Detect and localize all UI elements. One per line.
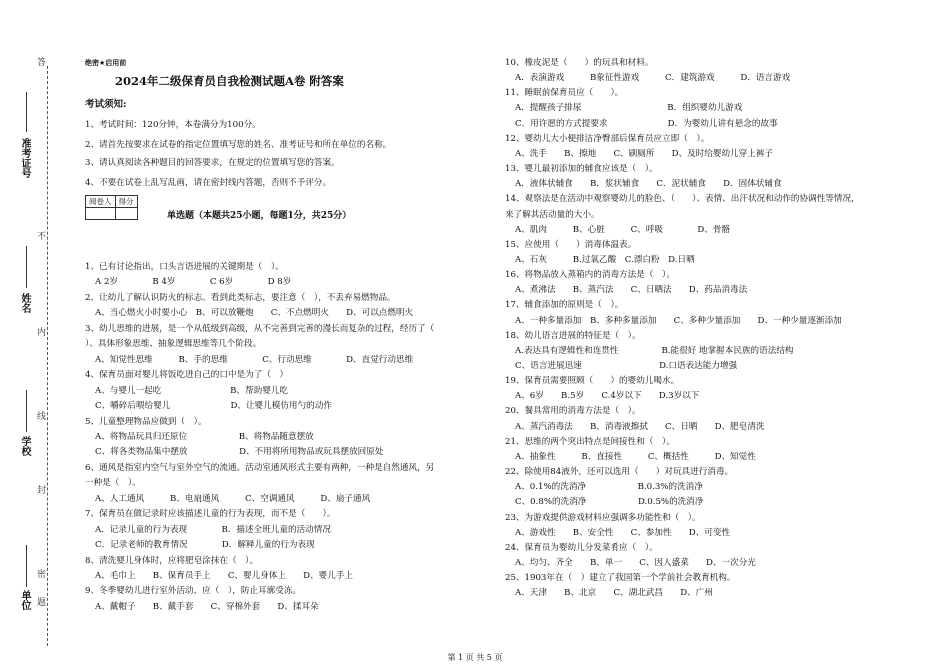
page-footer: 第 1 页 共 5 页	[447, 653, 503, 662]
answer-options: A．表演游戏 B象征性游戏 C．建筑游戏 D．语言游戏	[515, 73, 791, 84]
instruction-item: 3、请认真阅读各种题目的回答要求，在规定的位置填写您的答案。	[85, 158, 340, 168]
answer-options: A、知觉性思维 B、手的思维 C、行动思维 D、直觉行动思维	[95, 354, 414, 365]
question-text: 18、幼儿语言进展的特征是（ ）。	[505, 330, 641, 341]
answer-options: A．液体状辅食 B．浆状辅食 C．泥状辅食 D．固体状辅食	[515, 179, 782, 190]
unit-blank[interactable]	[26, 545, 27, 587]
seal-word: 题	[37, 598, 47, 608]
question-text: 12、婴幼儿大小便排洁净臀部后保育员应立即（ ）。	[505, 133, 710, 144]
exam-id-blank[interactable]	[26, 92, 27, 132]
question-text: 11、睡眠前保育员应（ ）。	[505, 88, 624, 99]
instructions-heading: 考试须知:	[85, 99, 127, 110]
question-text: 2、让幼儿了解认识防火的标志。看到此类标志，要注意（ ），不丢弃易燃物品。	[85, 292, 396, 303]
school-blank[interactable]	[26, 390, 27, 432]
question-text: 一种是（ ）。	[85, 478, 141, 489]
answer-options: A、游戏性 B、安全性 C、参加性 D、可变性	[515, 527, 731, 538]
exam-id-label: 准考证号	[19, 138, 30, 178]
score-cell: 得分	[115, 196, 137, 208]
question-text: 8、清洗婴儿身体时，应将肥皂涂抹在（ ）。	[85, 555, 259, 566]
answer-options: A．记录儿童的行为表现 B．描述全班儿童的活动情况	[95, 524, 331, 535]
binding-margin	[0, 0, 70, 671]
answer-options: A、肌肉 B、心脏 C、呼吸 D、骨骼	[515, 224, 731, 235]
answer-options: C．用许愿的方式提要求 D．为婴幼儿讲有悬念的故事	[515, 118, 778, 129]
answer-options: A、蒸汽消毒法 B、消毒液擦拭 C、日晒 D、肥皂清洗	[515, 421, 765, 432]
question-text: 21、思维的两个突出特点是间接性和（ ）。	[505, 436, 675, 447]
question-text: 15、应使用（ ）消毒体温表。	[505, 239, 637, 250]
question-text: 9、冬季婴幼儿进行室外活动，应（ ），防止耳廓受冻。	[85, 586, 302, 597]
question-text: 16、将物品放入蒸箱内的消毒方法是（ ）。	[505, 270, 675, 281]
instruction-item: 1、考试时间：120分钟，本卷满分为100分。	[85, 120, 261, 130]
seal-line	[47, 66, 48, 646]
question-text: 24、保育员为婴幼儿分发菜肴应（ ）。	[505, 542, 658, 553]
answer-options: A、当心燃火小时要小心 B、可以放鞭炮 C、不点燃明火 D、可以点燃明火	[95, 308, 414, 319]
name-blank[interactable]	[26, 246, 27, 288]
answer-options: A、天津 B、北京 C、湖北武昌 D、广州	[515, 588, 713, 599]
question-text: ）、具体形象思维、抽象逻辑思维等几个阶段。	[85, 339, 262, 350]
question-text: 14、观察法是在活动中观察婴幼儿的脸色、（ ）、表情、出汗状况和动作的协调性等情况，	[505, 194, 860, 205]
instruction-item: 4、不要在试卷上乱写乱画，请在密封线内答题，否则不予评分。	[85, 178, 332, 188]
answer-options: A、洗手 B、擦地 C、刷厕所 D、及时给婴幼儿穿上裤子	[515, 148, 774, 159]
unit-label: 单位	[19, 590, 30, 610]
seal-word: 密	[37, 570, 47, 580]
score-box	[85, 195, 138, 220]
question-text: 22、除使用84液外，还可以选用（ ）对玩具进行消毒。	[505, 467, 734, 478]
answer-options: A、6岁 B.5岁 C.4岁以下 D.3岁以下	[515, 391, 700, 402]
question-text: 4、保育员面对婴儿将饭吃进自己的口中是为了（ ）	[85, 370, 289, 381]
seal-word: 内	[37, 328, 47, 338]
answer-options: A.表达具有逻辑性和连贯性 B.能很好 地掌握本民族的语法结构	[515, 345, 794, 356]
answer-options: A、均匀、齐全 B、单一 C、因人盛菜 D、一次分光	[515, 557, 756, 568]
answer-options: C、嚼碎后喂给婴儿 D、让婴儿模仿用勺的动作	[95, 401, 332, 412]
question-text: 5、儿童整理物品应做到（ ）。	[85, 416, 207, 427]
answer-options: A．提醒孩子排尿 B．组织婴幼儿游戏	[515, 103, 743, 114]
answer-options: A 2岁 B 4岁 C 6岁 D 8岁	[95, 277, 292, 288]
answer-options: A、毛巾上 B、保育员手上 C、婴儿身体上 D、婴儿手上	[95, 571, 354, 581]
question-text: 13、婴儿最初添加的辅食应该是（ ）。	[505, 164, 658, 175]
page-title: 2024年二级保育员自我检测试题A卷 附答案	[115, 74, 344, 88]
answer-options: C、语言进展迅速 D.口语表达能力增强	[515, 361, 738, 371]
answer-options: A、将物品玩具归还原位 B、将物品随意摆放	[95, 431, 314, 442]
question-text: 25、1903年在（ ）建立了我国第一个学前社会教育机构。	[505, 573, 736, 584]
seal-word: 答	[37, 58, 47, 68]
answer-options: A、戴帽子 B、戴手套 C、穿棉外套 D、揉耳朵	[95, 601, 319, 612]
question-text: 来了解其活动量的大小。	[505, 209, 600, 220]
name-label: 姓名	[19, 293, 30, 313]
reviewer-cell: 阅卷人	[86, 196, 116, 208]
answer-options: A、0.1%的洗消净 B.0.3%的洗消净	[515, 482, 703, 493]
question-text: 19、保育员需要照顾（ ）的婴幼儿喝水。	[505, 376, 680, 387]
reviewer-entry[interactable]	[86, 208, 116, 220]
answer-options: A、石灰 B.过氧乙酸 C.漂白粉 D.日晒	[515, 254, 695, 265]
score-entry[interactable]	[115, 208, 137, 220]
answer-options: C．记录老师的教育情况 D．解释儿童的行为表现	[95, 540, 315, 551]
question-text: 1、已有讨论指出，口头言语进展的关键期是（ ）。	[85, 262, 284, 272]
question-text: 20、餐具常用的消毒方法是（ ）。	[505, 406, 641, 417]
seal-word: 不	[37, 232, 47, 242]
confidential-mark: 绝密★启用前	[85, 59, 127, 67]
seal-word: 线	[37, 412, 47, 422]
school-label: 学校	[19, 436, 30, 456]
answer-options: A、煮沸法 B、蒸汽法 C、日晒法 D、药品消毒法	[515, 285, 748, 296]
answer-options: A、一种多量添加 B、多种多量添加 C、多种少量添加 D、一种少量逐渐添加	[515, 315, 842, 326]
answer-options: A、人工通风 B、电扇通风 C、空调通风 D、扇子通风	[95, 493, 371, 504]
section-title: 单选题（本题共25小题，每题1分，共25分）	[167, 211, 352, 221]
answer-options: A、与婴儿一起吃 B、帮助婴儿吃	[95, 385, 288, 396]
question-text: 10、橡皮泥是（ ）的玩具和材料。	[505, 58, 654, 68]
instruction-item: 2、请首先按要求在试卷的指定位置填写您的姓名、准考证号和所在单位的名称。	[85, 140, 392, 150]
question-text: 6、通风是指室内空气与室外空气的流通。活动室通风形式主要有两种，一种是自然通风，另	[85, 462, 435, 473]
question-text: 3、幼儿思维的进展，是一个从低级到高级，从不完善到完善的漫长而复杂的过程，经历了（	[85, 323, 435, 334]
answer-options: C、将各类物品集中摆放 D、不用将所用物品或玩具摆放回原处	[95, 447, 384, 458]
seal-word: 封	[37, 486, 47, 496]
answer-options: A、抽象性 B、直接性 C、概括性 D、知觉性	[515, 451, 756, 462]
question-text: 7、保育员在做记录时应该描述儿童的行为表现，而不是（ ）。	[85, 509, 336, 520]
question-text: 17、辅食添加的原则是（ ）。	[505, 300, 624, 311]
answer-options: C、0.8%的洗消净 D.0.5%的洗消净	[515, 497, 704, 508]
question-text: 23、为游戏提供游戏材料应强调多功能性和（ ）。	[505, 512, 701, 523]
